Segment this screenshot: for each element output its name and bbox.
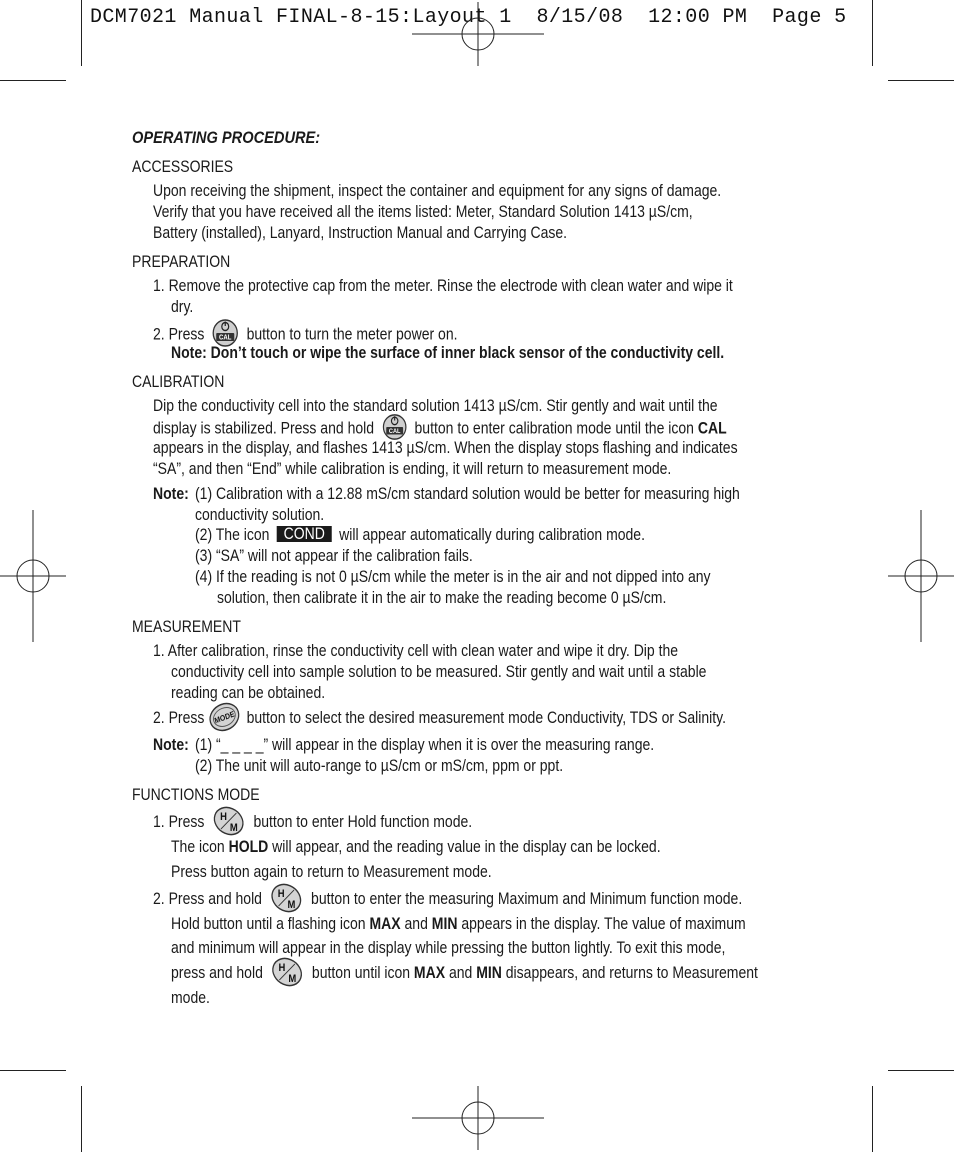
preparation-note: Note: Don’t touch or wipe the surface of inner black sensor of the conductivity cell. [171, 344, 725, 362]
functions-step-2-suffix: button to enter the measuring Maximum and Minimum function mode. [311, 890, 743, 908]
accessories-line: Verify that you have received all the items listed: Meter, Standard Solution 1413 µS/cm, [153, 203, 693, 221]
section-heading-functions-mode: FUNCTIONS MODE [132, 786, 260, 804]
functions-exit-suffix: disappears, and returns to Measurement [505, 964, 758, 982]
hold-max-min-button-icon [212, 805, 246, 837]
functions-step-2-prefix: 2. Press and hold [153, 890, 262, 908]
functions-hold-prefix: Hold button until a flashing icon [171, 915, 366, 933]
calibration-line: appears in the display, and flashes 1413 µS/cm. When the display stops flashing and indicates [153, 439, 738, 457]
calibration-line-2-prefix: display is stabilized. Press and hold [153, 419, 375, 438]
crop-mark-top-left-horizontal [0, 80, 66, 81]
functions-minmax-line: and minimum will appear in the display while pressing the button lightly. To exit this mode, [171, 939, 726, 957]
registration-mark-right [888, 510, 954, 642]
registration-mark-bottom [412, 1086, 544, 1150]
functions-exit-prefix: press and hold [171, 964, 263, 982]
cond-icon: COND [277, 526, 332, 542]
hold-icon-label: HOLD [228, 838, 269, 856]
section-heading-measurement: MEASUREMENT [132, 618, 241, 636]
hold-max-min-button-icon [270, 956, 304, 988]
measurement-note-2: (2) The unit will auto-range to µS/cm or mS/cm, ppm or ppt. [195, 757, 564, 775]
functions-step-1-prefix: 1. Press [153, 813, 205, 831]
svg-text:M: M [288, 973, 297, 985]
measurement-step-1: 1. After calibration, rinse the conductivity cell with clean water and wipe it dry. Dip the [153, 642, 679, 660]
preparation-step-1-cont: dry. [171, 298, 194, 316]
functions-exit-line [171, 963, 758, 984]
svg-text:M: M [287, 899, 296, 911]
print-slug-header: DCM7021 Manual FINAL-8-15:Layout 1 8/15/08 12:00 PM Page 5 [90, 6, 847, 29]
and-word: and [448, 964, 473, 982]
section-heading-calibration: CALIBRATION [132, 373, 225, 391]
calibration-note-2 [195, 525, 645, 545]
hold-max-min-button-icon [269, 882, 303, 914]
calibration-note-4: (4) If the reading is not 0 µS/cm while the meter is in the air and not dipped into any [195, 568, 711, 586]
calibration-note-4-cont: solution, then calibrate it in the air to make the reading become 0 µS/cm. [217, 589, 667, 607]
registration-mark-left [0, 510, 66, 642]
measurement-note-1: (1) “_ _ _ _” will appear in the display when it is over the measuring range. [195, 736, 655, 754]
svg-text:H: H [277, 888, 285, 900]
calibration-line: Dip the conductivity cell into the standard solution 1413 µS/cm. Stir gently and wait until the [153, 397, 718, 415]
svg-text:CAL: CAL [219, 334, 232, 342]
cal-icon-label: CAL [697, 419, 727, 438]
preparation-step-1: 1. Remove the protective cap from the meter. Rinse the electrode with clean water and wipe it [153, 277, 733, 295]
min-icon-label: MIN [431, 915, 458, 933]
and-word: and [404, 915, 428, 933]
accessories-line: Battery (installed), Lanyard, Instruction Manual and Carrying Case. [153, 224, 568, 242]
calibration-line-2-suffix: button to enter calibration mode until the icon [414, 419, 694, 438]
section-heading-accessories: ACCESSORIES [132, 158, 234, 176]
functions-hold-icon-line [171, 837, 661, 857]
functions-step-1-suffix: button to enter Hold function mode. [253, 813, 473, 831]
section-heading-preparation: PREPARATION [132, 253, 231, 271]
mode-button-icon [208, 701, 241, 733]
crop-mark-bottom-left-horizontal [0, 1070, 66, 1071]
calibration-note-label: Note: [153, 485, 189, 503]
cal-button-icon [381, 413, 407, 441]
calibration-line: “SA”, and then “End” while calibration is ending, it will return to measurement mode. [153, 460, 672, 478]
calibration-note-2-prefix: (2) The icon [195, 526, 270, 544]
measurement-step-2-suffix: button to select the desired measurement mode Conductivity, TDS or Salinity. [246, 709, 726, 727]
svg-text:H: H [278, 962, 286, 974]
measurement-step-1-cont: reading can be obtained. [171, 684, 326, 702]
calibration-note-2-suffix: will appear automatically during calibration mode. [339, 526, 645, 544]
functions-exit-mid: button until icon [311, 964, 411, 982]
max-icon-label: MAX [369, 915, 401, 933]
functions-step-2 [153, 889, 742, 910]
measurement-step-1-cont: conductivity cell into sample solution to be measured. Stir gently and wait until a stable [171, 663, 707, 681]
measurement-step-2-prefix: 2. Press [153, 709, 205, 727]
svg-text:M: M [230, 822, 239, 834]
functions-hold-line-suffix: will appear, and the reading value in the display can be locked. [272, 838, 661, 856]
svg-text:MODE: MODE [213, 708, 236, 726]
functions-mode-word: mode. [171, 989, 210, 1007]
svg-text:CAL: CAL [388, 427, 401, 436]
functions-press-again: Press button again to return to Measurement mode. [171, 863, 492, 881]
accessories-line: Upon receiving the shipment, inspect the container and equipment for any signs of damage. [153, 182, 722, 200]
crop-mark-top-right-vertical [872, 0, 873, 66]
calibration-note-1: (1) Calibration with a 12.88 mS/cm standard solution would be better for measuring high [195, 485, 740, 503]
crop-mark-bottom-left-vertical [81, 1086, 82, 1152]
crop-mark-top-left-vertical [81, 0, 82, 66]
preparation-step-2-suffix: button to turn the meter power on. [246, 325, 458, 344]
crop-mark-bottom-right-vertical [872, 1086, 873, 1152]
functions-hold-suffix: appears in the display. The value of maximum [461, 915, 746, 933]
min-icon-label: MIN [476, 964, 502, 982]
svg-text:H: H [220, 811, 228, 823]
functions-hold-line [171, 914, 746, 934]
calibration-note-3: (3) “SA” will not appear if the calibration fails. [195, 547, 473, 565]
max-icon-label: MAX [413, 964, 446, 982]
registration-mark-top [412, 2, 544, 66]
crop-mark-top-right-horizontal [888, 80, 954, 81]
measurement-note-label: Note: [153, 736, 189, 754]
functions-hold-line-prefix: The icon [171, 838, 225, 856]
crop-mark-bottom-right-horizontal [888, 1070, 954, 1071]
preparation-step-2-prefix: 2. Press [153, 325, 205, 344]
measurement-step-2 [153, 708, 726, 729]
functions-step-1 [153, 812, 472, 833]
page-title: OPERATING PROCEDURE: [132, 128, 321, 147]
calibration-note-1-cont: conductivity solution. [195, 506, 325, 524]
